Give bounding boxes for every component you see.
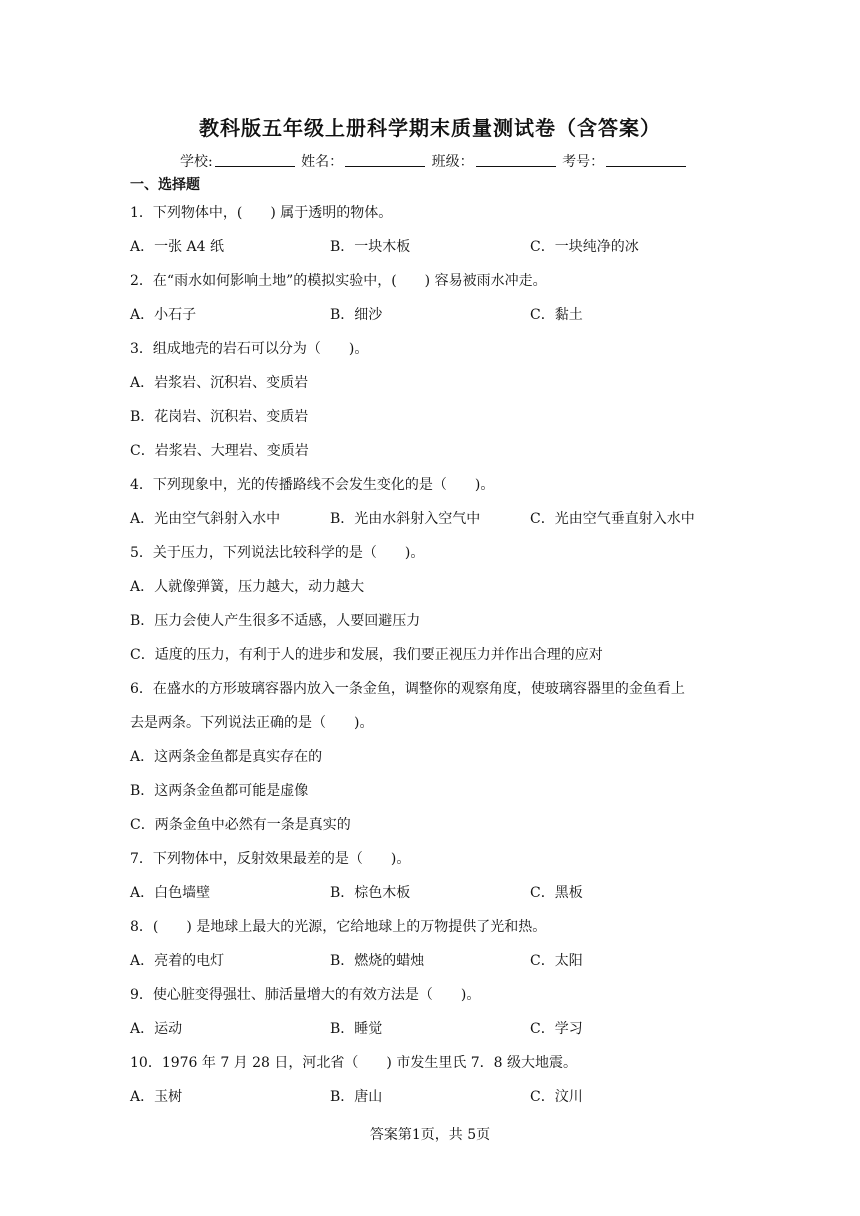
option: A．人就像弹簧，压力越大，动力越大 xyxy=(130,579,365,595)
option: A．亮着的电灯 xyxy=(130,953,225,969)
option: B．唐山 xyxy=(330,1089,383,1105)
question-options xyxy=(130,944,740,978)
question-options xyxy=(130,876,740,910)
question-options xyxy=(130,502,740,536)
student-info-line xyxy=(180,151,688,171)
class-blank xyxy=(476,154,556,167)
option: B．睡觉 xyxy=(330,1021,383,1037)
option: C．汶川 xyxy=(530,1089,583,1105)
option: A．这两条金鱼都是真实存在的 xyxy=(130,749,323,765)
question-stem: 3．组成地壳的岩石可以分为（ )。 xyxy=(130,341,369,357)
question-stem: 5．关于压力，下列说法比较科学的是（ )。 xyxy=(130,545,425,561)
question-options xyxy=(130,1080,740,1114)
option: A．光由空气斜射入水中 xyxy=(130,511,281,527)
option: C．两条金鱼中必然有一条是真实的 xyxy=(130,817,351,833)
option: A．玉树 xyxy=(130,1089,183,1105)
option: C．光由空气垂直射入水中 xyxy=(530,511,695,527)
option: B．光由水斜射入空气中 xyxy=(330,511,481,527)
exam-no-label: 考号： xyxy=(562,154,605,170)
school-label: 学校: xyxy=(180,154,213,170)
question-stem: 1．下列物体中，( ) 属于透明的物体。 xyxy=(130,205,393,221)
option: B．这两条金鱼都可能是虚像 xyxy=(130,783,309,799)
option: C．学习 xyxy=(530,1021,583,1037)
option: C．黏土 xyxy=(530,307,583,323)
page-footer: 答案第1页，共 5页 xyxy=(369,1127,491,1143)
question-stem: 4．下列现象中，光的传播路线不会发生变化的是（ )。 xyxy=(130,477,495,493)
section-heading: 一、选择题 xyxy=(130,177,200,193)
option: B．燃烧的蜡烛 xyxy=(330,953,425,969)
option: A．运动 xyxy=(130,1021,183,1037)
question-stem: 7．下列物体中，反射效果最差的是（ )。 xyxy=(130,851,411,867)
option: B．棕色木板 xyxy=(330,885,411,901)
name-label: 姓名： xyxy=(301,154,344,170)
option: C．一块纯净的冰 xyxy=(530,239,639,255)
option: A．白色墙壁 xyxy=(130,885,211,901)
question-stem: 2．在“雨水如何影响土地”的模拟实验中，( ) 容易被雨水冲走。 xyxy=(130,273,547,289)
option: C．适度的压力，有利于人的进步和发展，我们要正视压力并作出合理的应对 xyxy=(130,647,603,663)
option: B．一块木板 xyxy=(330,239,411,255)
option: B．压力会使人产生很多不适感，人要回避压力 xyxy=(130,613,421,629)
question-options xyxy=(130,298,740,332)
option: A．小石子 xyxy=(130,307,197,323)
exam-no-blank xyxy=(606,154,686,167)
question-list xyxy=(130,196,740,1114)
option: C．黑板 xyxy=(530,885,583,901)
question-options xyxy=(130,1012,740,1046)
option: B．花岗岩、沉积岩、变质岩 xyxy=(130,409,309,425)
question-stem: 10．1976 年 7 月 28 日，河北省（ ) 市发生里氏 7．8 级大地震。 xyxy=(130,1055,578,1071)
school-blank xyxy=(215,154,295,167)
option: C．岩浆岩、大理岩、变质岩 xyxy=(130,443,309,459)
page-title: 教科版五年级上册科学期末质量测试卷（含答案） xyxy=(199,116,661,140)
option: A．岩浆岩、沉积岩、变质岩 xyxy=(130,375,309,391)
option: C．太阳 xyxy=(530,953,583,969)
question-options xyxy=(130,230,740,264)
option: A．一张 A4 纸 xyxy=(130,239,225,255)
question-stem: 6．在盛水的方形玻璃容器内放入一条金鱼，调整你的观察角度，使玻璃容器里的金鱼看上 xyxy=(130,681,685,697)
question-stem-continued: 去是两条。下列说法正确的是（ )。 xyxy=(130,715,374,731)
class-label: 班级： xyxy=(431,154,474,170)
name-blank xyxy=(345,154,425,167)
question-stem: 8．( ) 是地球上最大的光源，它给地球上的万物提供了光和热。 xyxy=(130,919,547,935)
option: B．细沙 xyxy=(330,307,383,323)
question-stem: 9．使心脏变得强壮、肺活量增大的有效方法是（ )。 xyxy=(130,987,481,1003)
